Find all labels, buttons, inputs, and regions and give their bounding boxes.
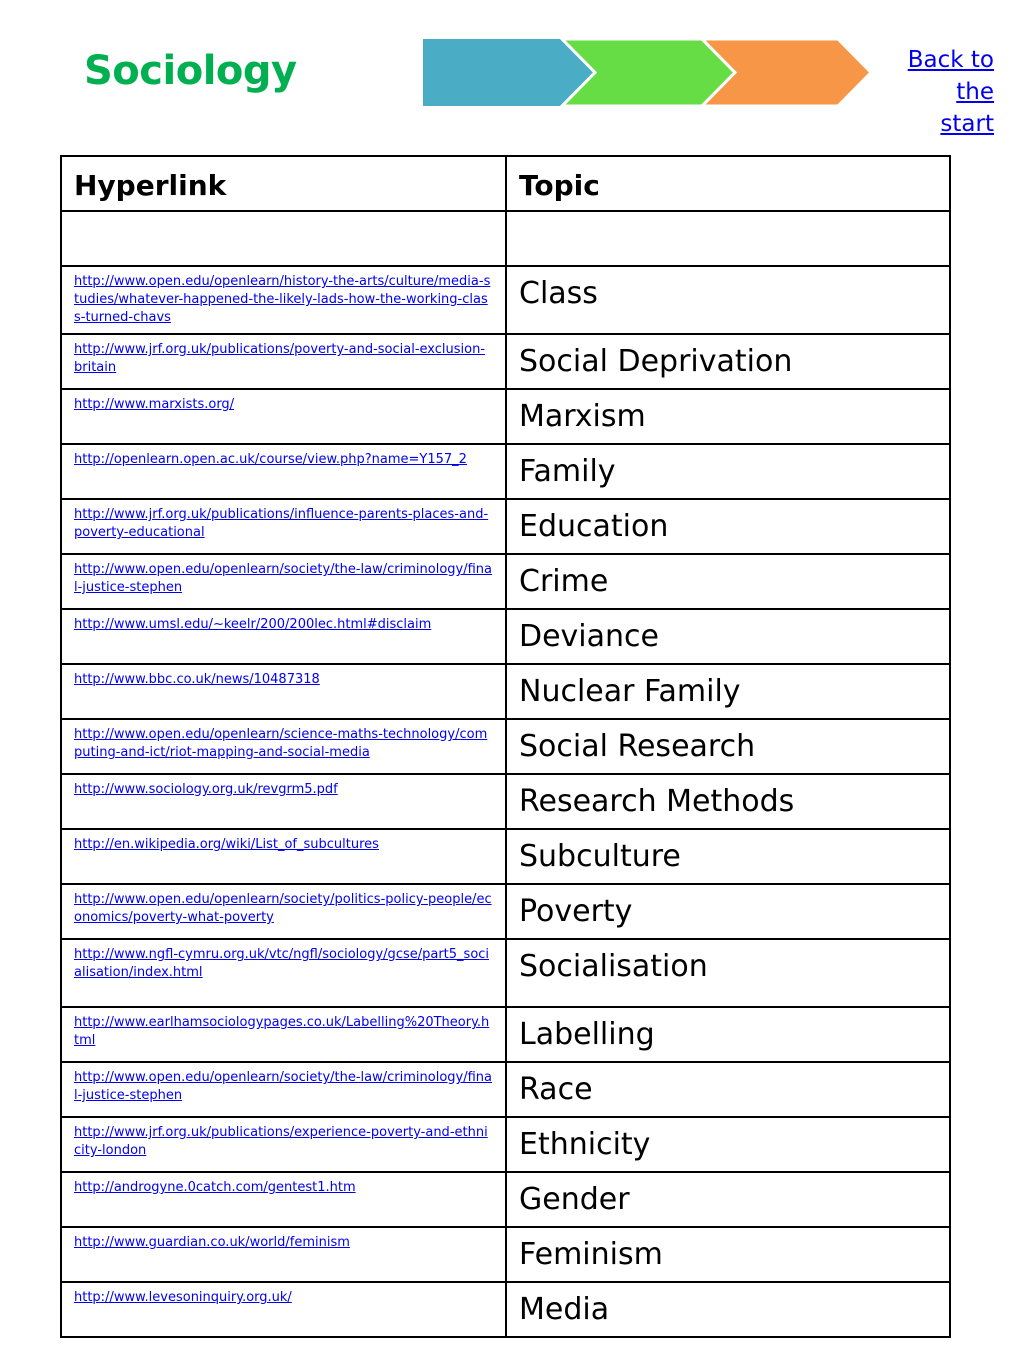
- back-link-line2: the start: [940, 79, 994, 137]
- header-topic: Topic: [506, 156, 950, 211]
- table-row: [61, 609, 950, 664]
- hyperlink[interactable]: http://en.wikipedia.org/wiki/List_of_subcultures: [74, 837, 379, 852]
- url-cell: [61, 1282, 506, 1337]
- url-cell: [61, 334, 506, 389]
- topic-label: Education: [519, 509, 669, 544]
- page-title: Sociology: [84, 48, 297, 94]
- topic-label: Race: [519, 1072, 593, 1107]
- url-cell: [61, 774, 506, 829]
- table-row: [61, 1282, 950, 1337]
- table-row: [61, 939, 950, 1007]
- hyperlink[interactable]: http://www.open.edu/openlearn/science-maths-technology/computing-and-ict/riot-mapping-and-social-media: [74, 727, 488, 760]
- hyperlink[interactable]: http://www.levesoninquiry.org.uk/: [74, 1290, 292, 1305]
- topic-cell: [506, 1007, 950, 1062]
- table-row: [61, 1062, 950, 1117]
- hyperlink[interactable]: http://openlearn.open.ac.uk/course/view.php?name=Y157_2: [74, 452, 467, 467]
- url-cell: [61, 444, 506, 499]
- topic-label: Nuclear Family: [519, 674, 741, 709]
- table-row: [61, 719, 950, 774]
- topic-cell: [506, 719, 950, 774]
- hyperlink[interactable]: http://www.jrf.org.uk/publications/influence-parents-places-and-poverty-educational: [74, 507, 489, 540]
- topic-label: Subculture: [519, 839, 681, 874]
- table-row: [61, 389, 950, 444]
- url-cell: [61, 1062, 506, 1117]
- table-row: [61, 211, 950, 266]
- hyperlink[interactable]: http://www.ngfl-cymru.org.uk/vtc/ngfl/sociology/gcse/part5_socialisation/index.html: [74, 947, 490, 980]
- url-cell: [61, 609, 506, 664]
- hyperlink[interactable]: http://www.open.edu/openlearn/society/the-law/criminology/final-justice-stephen: [74, 562, 492, 595]
- hyperlink[interactable]: http://www.umsl.edu/~keelr/200/200lec.html#disclaim: [74, 617, 432, 632]
- url-cell: [61, 1227, 506, 1282]
- table-row: [61, 499, 950, 554]
- topic-label: Research Methods: [519, 784, 795, 819]
- table-row: [61, 1172, 950, 1227]
- topic-label: Labelling: [519, 1017, 655, 1052]
- hyperlink[interactable]: http://www.marxists.org/: [74, 397, 235, 412]
- table-row: [61, 1117, 950, 1172]
- topic-cell: [506, 1117, 950, 1172]
- hyperlink[interactable]: http://www.bbc.co.uk/news/10487318: [74, 672, 320, 687]
- back-to-start-link[interactable]: [898, 44, 994, 140]
- hyperlink[interactable]: http://www.open.edu/openlearn/history-the-arts/culture/media-studies/whatever-happened-the-likely-lads-how-the-working-class-turned-chavs: [74, 274, 491, 325]
- hyperlink[interactable]: http://androgyne.0catch.com/gentest1.htm: [74, 1180, 356, 1195]
- url-cell: [61, 266, 506, 334]
- hyperlink[interactable]: [62, 212, 505, 218]
- topic-cell: [506, 664, 950, 719]
- topic-cell: [506, 1227, 950, 1282]
- process-arrows: [423, 39, 871, 106]
- url-cell: [61, 1172, 506, 1227]
- url-cell: [61, 1117, 506, 1172]
- topic-cell: [506, 884, 950, 939]
- url-cell: [61, 1007, 506, 1062]
- topic-cell: [506, 211, 950, 266]
- topic-cell: [506, 444, 950, 499]
- topic-label: Social Deprivation: [519, 344, 793, 379]
- hyperlink[interactable]: http://www.earlhamsociologypages.co.uk/Labelling%20Theory.html: [74, 1015, 490, 1048]
- url-cell: [61, 389, 506, 444]
- header-hyperlink: Hyperlink: [61, 156, 506, 211]
- topic-label: Poverty: [519, 894, 633, 929]
- topic-cell: [506, 266, 950, 334]
- topic-cell: [506, 334, 950, 389]
- topic-label: Media: [519, 1292, 610, 1327]
- topic-cell: [506, 609, 950, 664]
- topic-cell: [506, 1062, 950, 1117]
- blue-arrow: [423, 39, 595, 106]
- topic-label: Socialisation: [519, 949, 708, 984]
- topic-label: Family: [519, 454, 616, 489]
- url-cell: [61, 211, 506, 266]
- hyperlink[interactable]: http://www.jrf.org.uk/publications/poverty-and-social-exclusion-britain: [74, 342, 486, 375]
- topic-cell: [506, 829, 950, 884]
- topic-label: Social Research: [519, 729, 756, 764]
- hyperlink-table: [60, 155, 951, 1338]
- topic-label: Class: [519, 276, 598, 311]
- url-cell: [61, 719, 506, 774]
- table-row: [61, 829, 950, 884]
- url-cell: [61, 884, 506, 939]
- table-row: [61, 884, 950, 939]
- url-cell: [61, 829, 506, 884]
- table-row: [61, 664, 950, 719]
- topic-label: Crime: [519, 564, 609, 599]
- topic-cell: [506, 939, 950, 1007]
- topic-label: Gender: [519, 1182, 630, 1217]
- topic-label: Marxism: [519, 399, 646, 434]
- topic-cell: [506, 499, 950, 554]
- table-row: [61, 1007, 950, 1062]
- table-row: [61, 444, 950, 499]
- topic-cell: [506, 389, 950, 444]
- topic-cell: [506, 1282, 950, 1337]
- table-header-row: [61, 156, 950, 211]
- topic-label: Feminism: [519, 1237, 663, 1272]
- topic-label: Ethnicity: [519, 1127, 651, 1162]
- topic-label: Deviance: [519, 619, 659, 654]
- url-cell: [61, 554, 506, 609]
- hyperlink[interactable]: http://www.sociology.org.uk/revgrm5.pdf: [74, 782, 338, 797]
- topic-cell: [506, 1172, 950, 1227]
- topic-label: [507, 212, 949, 220]
- topic-cell: [506, 774, 950, 829]
- topic-cell: [506, 554, 950, 609]
- table-row: [61, 266, 950, 334]
- hyperlink[interactable]: http://www.guardian.co.uk/world/feminism: [74, 1235, 350, 1250]
- url-cell: [61, 664, 506, 719]
- table-row: [61, 334, 950, 389]
- url-cell: [61, 499, 506, 554]
- table-row: [61, 774, 950, 829]
- table-row: [61, 554, 950, 609]
- hyperlink[interactable]: http://www.open.edu/openlearn/society/politics-policy-people/economics/poverty-what-poverty: [74, 892, 492, 925]
- url-cell: [61, 939, 506, 1007]
- hyperlink[interactable]: http://www.jrf.org.uk/publications/experience-poverty-and-ethnicity-london: [74, 1125, 488, 1158]
- table-row: [61, 1227, 950, 1282]
- hyperlink[interactable]: http://www.open.edu/openlearn/society/the-law/criminology/final-justice-stephen: [74, 1070, 492, 1103]
- back-link-line1: Back to: [907, 47, 994, 73]
